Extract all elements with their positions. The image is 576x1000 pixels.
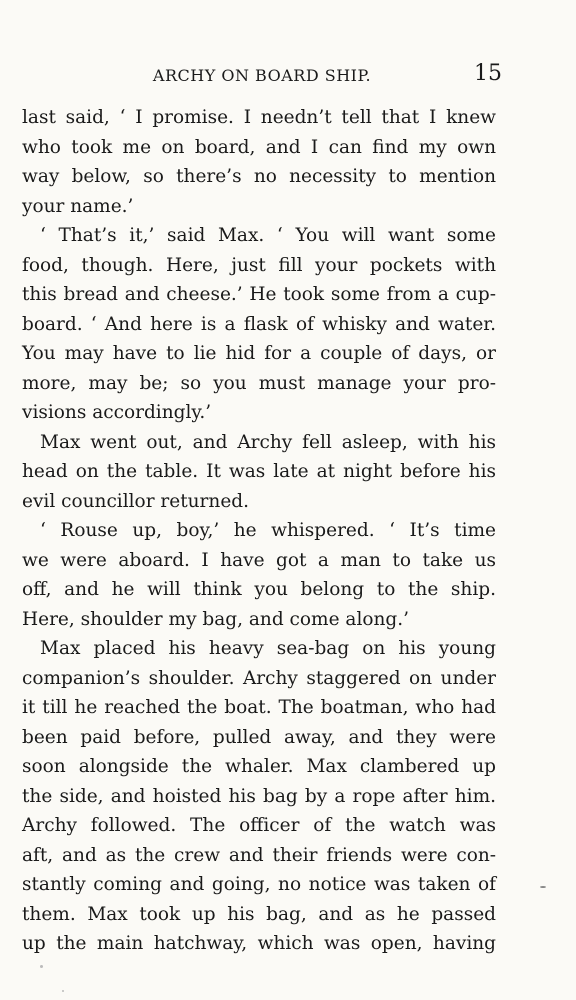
paper-speck — [40, 965, 43, 968]
paper-speck — [540, 886, 546, 888]
text-line: last said, ‘ I promise. I needn’t tell that I knew — [22, 107, 496, 128]
body-text — [22, 103, 496, 959]
text-line: your name.’ — [22, 195, 134, 217]
text-line: this bread and cheese.’ He took some from a cup- — [22, 284, 496, 305]
text-line: them. Max took up his bag, and as he passed — [22, 903, 496, 925]
text-line: more, may be; so you must manage your pro- — [22, 372, 496, 394]
text-line: way below, so there’s no necessity to mention — [22, 166, 496, 187]
text-line: You may have to lie hid for a couple of days, or — [22, 343, 496, 364]
running-title: ARCHY ON BOARD SHIP. — [152, 66, 372, 85]
text-line: who took me on board, and I can find my own — [22, 136, 496, 158]
text-line: Max placed his heavy sea-bag on his young — [40, 638, 496, 659]
text-line: companion’s shoulder. Archy staggered on under — [22, 667, 496, 689]
text-line: evil councillor returned. — [22, 490, 249, 512]
running-head — [22, 62, 502, 90]
text-line: we were aboard. I have got a man to take us — [22, 549, 496, 571]
text-line: ‘ Rouse up, boy,’ he whispered. ‘ It’s time — [40, 520, 496, 541]
text-line: been paid before, pulled away, and they were — [22, 726, 496, 748]
text-line: head on the table. It was late at night before his — [22, 461, 496, 482]
text-line: up the main hatchway, which was open, having — [22, 933, 496, 954]
text-line: soon alongside the whaler. Max clambered up — [22, 756, 496, 777]
text-line: stantly coming and going, no notice was taken of — [22, 874, 496, 895]
paper-speck — [62, 990, 64, 992]
page-number: 15 — [474, 61, 502, 86]
text-line: it till he reached the boat. The boatman, who had — [22, 697, 496, 718]
text-line: the side, and hoisted his bag by a rope after him. — [22, 785, 496, 807]
text-line: off, and he will think you belong to the ship. — [22, 579, 496, 600]
text-line: aft, and as the crew and their friends were con- — [22, 844, 496, 866]
text-line: board. ‘ And here is a flask of whisky and water. — [22, 313, 496, 335]
text-line: visions accordingly.’ — [22, 402, 212, 423]
text-line: ‘ That’s it,’ said Max. ‘ You will want some — [40, 225, 496, 246]
text-line: Max went out, and Archy fell asleep, with his — [40, 431, 496, 453]
text-line: Here, shoulder my bag, and come along.’ — [22, 608, 410, 630]
text-line: Archy followed. The officer of the watch was — [22, 815, 496, 836]
text-line: food, though. Here, just fill your pockets with — [22, 254, 496, 276]
